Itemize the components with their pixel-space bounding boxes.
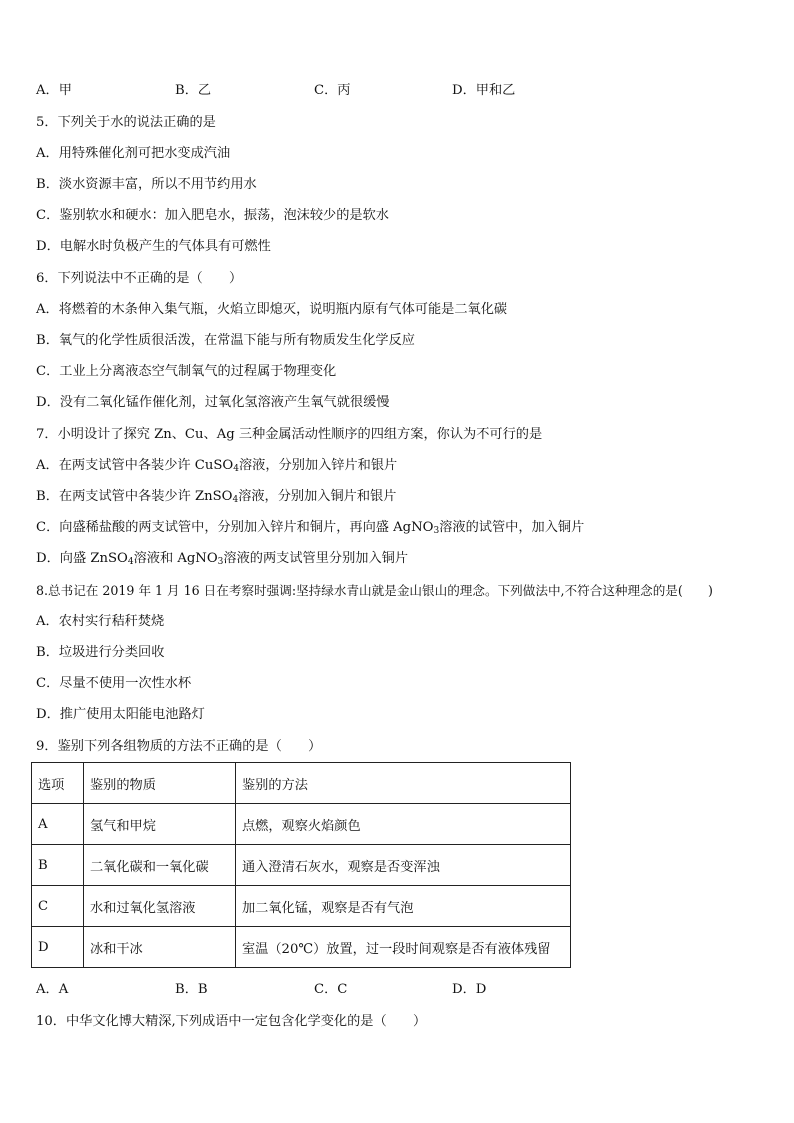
table-cell: D xyxy=(32,927,84,968)
q5-stem: 5．下列关于水的说法正确的是 xyxy=(36,115,216,130)
q8-option-d: D．推广使用太阳能电池路灯 xyxy=(36,707,205,722)
q5-option-c: C．鉴别软水和硬水：加入肥皂水，振荡，泡沫较少的是软水 xyxy=(36,208,389,223)
table-cell: 氢气和甲烷 xyxy=(84,804,236,845)
q9-stem: 9．鉴别下列各组物质的方法不正确的是（ ） xyxy=(36,739,322,754)
q9-option-b: B．B xyxy=(175,982,208,997)
table-header-row xyxy=(32,763,571,804)
table-cell: 水和过氧化氢溶液 xyxy=(84,886,236,927)
q7-option-b: B．在两支试管中各装少许 ZnSO$_4$溶液，分别加入铜片和银片 xyxy=(36,489,397,505)
table-row xyxy=(32,804,571,845)
q9-table xyxy=(31,762,571,968)
q4-option-a: A．甲 xyxy=(36,83,72,98)
table-row xyxy=(32,845,571,886)
table-cell: 室温（20℃）放置，过一段时间观察是否有液体残留 xyxy=(236,927,571,968)
q9-option-a: A．A xyxy=(36,982,69,997)
table-header-cell: 鉴别的物质 xyxy=(84,763,236,804)
q8-stem: 8.总书记在 2019 年 1 月 16 日在考察时强调:坚持绿水青山就是金山银山的理念。下列做法中,不符合这种理念的是( ) xyxy=(36,583,713,598)
table-cell: 加二氧化锰，观察是否有气泡 xyxy=(236,886,571,927)
q5-option-a: A．用特殊催化剂可把水变成汽油 xyxy=(36,146,231,161)
table-cell: A xyxy=(32,804,84,845)
table-cell: 冰和干冰 xyxy=(84,927,236,968)
table-header-cell: 鉴别的方法 xyxy=(236,763,571,804)
table-cell: B xyxy=(32,845,84,886)
q6-option-c: C．工业上分离液态空气制氧气的过程属于物理变化 xyxy=(36,364,337,379)
q6-stem: 6．下列说法中不正确的是（ ） xyxy=(36,271,243,286)
q7-stem: 7．小明设计了探究 Zn、Cu、Ag 三种金属活动性顺序的四组方案，你认为不可行的是 xyxy=(36,427,543,442)
q7-option-a: A．在两支试管中各装少许 CuSO$_4$溶液，分别加入锌片和银片 xyxy=(36,458,398,474)
table-cell: C xyxy=(32,886,84,927)
q7-option-d: D．向盛 ZnSO$_4$溶液和 AgNO$_3$溶液的两支试管里分别加入铜片 xyxy=(36,551,409,567)
table-cell: 二氧化碳和一氧化碳 xyxy=(84,845,236,886)
q4-option-b: B．乙 xyxy=(175,83,212,98)
table-cell: 通入澄清石灰水，观察是否变浑浊 xyxy=(236,845,571,886)
q6-option-a: A．将燃着的木条伸入集气瓶，火焰立即熄灭，说明瓶内原有气体可能是二氧化碳 xyxy=(36,302,508,317)
q9-option-d: D．D xyxy=(452,982,487,997)
q8-option-a: A．农村实行秸秆焚烧 xyxy=(36,614,165,629)
table-cell: 点燃，观察火焰颜色 xyxy=(236,804,571,845)
q6-option-b: B．氧气的化学性质很活泼，在常温下能与所有物质发生化学反应 xyxy=(36,333,415,348)
q10-stem: 10．中华文化博大精深,下列成语中一定包含化学变化的是（ ） xyxy=(36,1014,427,1029)
q8-option-b: B．垃圾进行分类回收 xyxy=(36,645,165,660)
table-row xyxy=(32,927,571,968)
table-header-cell: 选项 xyxy=(32,763,84,804)
q5-option-b: B．淡水资源丰富，所以不用节约用水 xyxy=(36,177,257,192)
q9-option-c: C．C xyxy=(314,982,348,997)
q7-option-c: C．向盛稀盐酸的两支试管中，分别加入锌片和铜片，再向盛 AgNO$_3$溶液的试管中，加入铜片 xyxy=(36,520,585,536)
q4-option-c: C．丙 xyxy=(314,83,351,98)
table-row xyxy=(32,886,571,927)
q5-option-d: D．电解水时负极产生的气体具有可燃性 xyxy=(36,239,271,254)
q6-option-d: D．没有二氧化锰作催化剂，过氧化氢溶液产生氧气就很缓慢 xyxy=(36,395,390,410)
q4-option-d: D．甲和乙 xyxy=(452,83,516,98)
q8-option-c: C．尽量不使用一次性水杯 xyxy=(36,676,192,691)
